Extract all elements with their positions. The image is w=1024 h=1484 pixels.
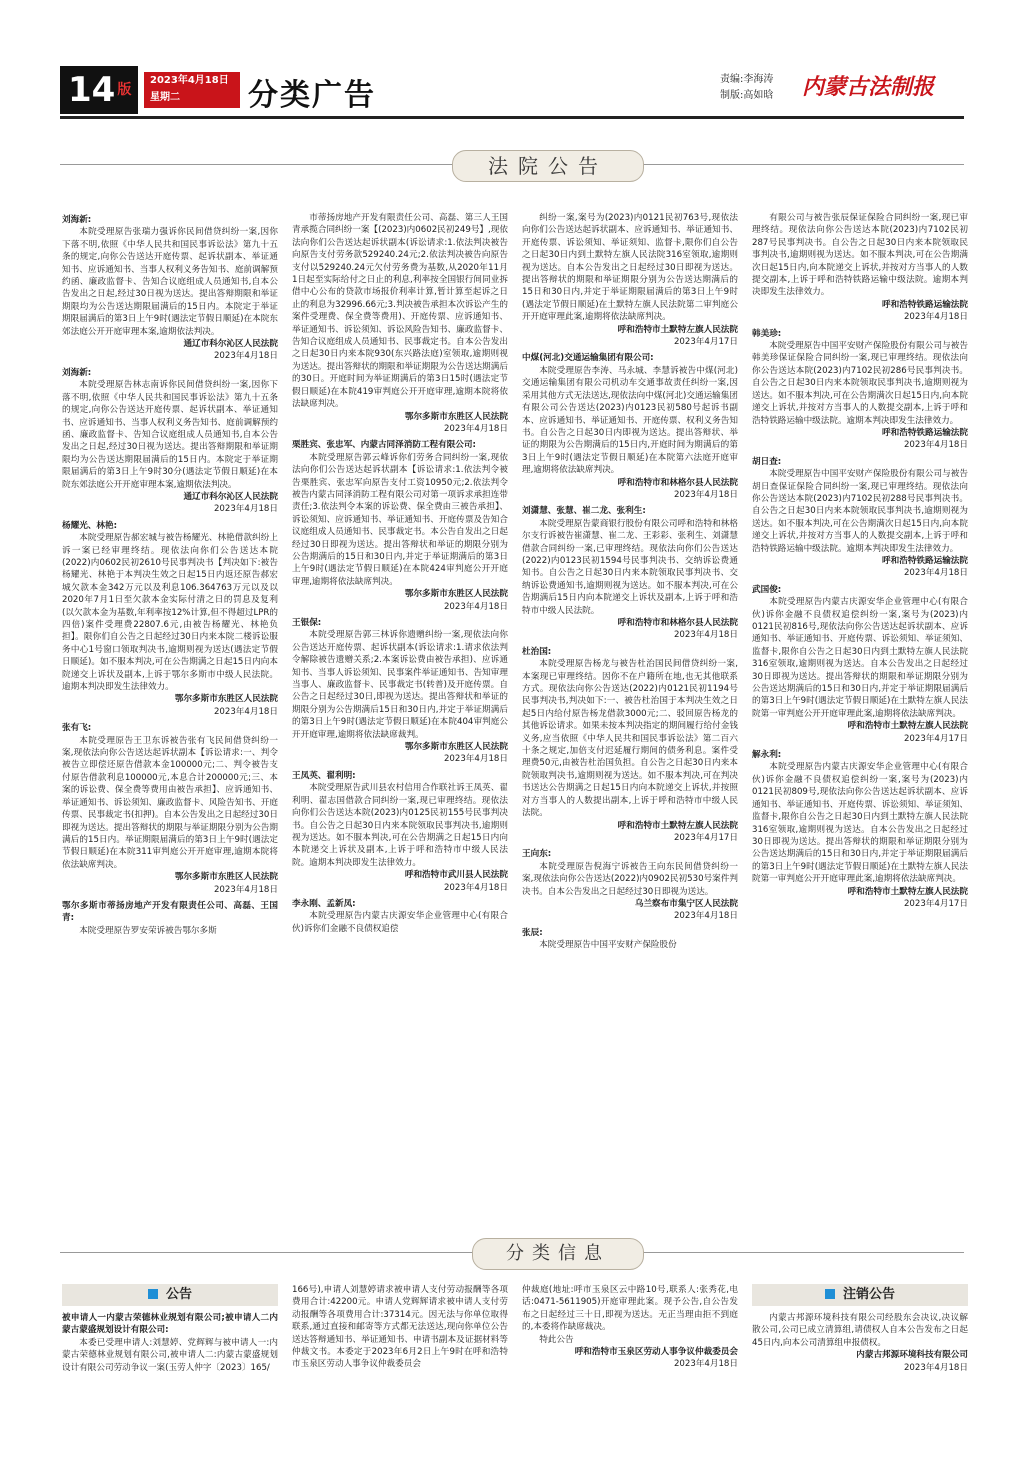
section-title: 分类广告 [248,78,376,113]
column-2 [292,212,508,1224]
notice-item [522,505,738,641]
announce-header: 公告 [62,1284,278,1306]
notice-addressee: 李永刚、孟新凤: [292,898,356,909]
notice-item [62,900,278,937]
notice-court: 乌兰察布市集宁区人民法院 [634,898,738,909]
notice-body: 本院受理原告中国平安财产保险股份 [539,940,677,951]
notice-body: 本院受理原告中国平安财产保险股份有限公司与被告韩美珍保证保险合同纠纷一案,现已审理终结。现依法向你公告送达本院(2023)内7102民初286号民事判决书。自公告之日起30日内来本院领取民事判决书,逾期则视为送达。如不服本判决,可在公告期满次日起15日内,向本院递交上诉状,并按对方当事人的人数提交副本,上诉于呼和浩特铁路运输中级法院。逾期本判决即发生法律效力。 [752,341,968,426]
notice-addressee: 王向东: [522,849,552,860]
notice-item [752,584,968,745]
notice-date: 2023年4月18日 [443,882,508,893]
notice-body: 本院受理原告杨龙与被告杜治国民间借贷纠纷一案,本案现已审理终结。因你不在户籍所在地,也无其他联系方式。现依法向你公告送达(2022)内0121民初1194号民事判决书,判决如下:一、被告杜治国于本判决生效之日起5日内给付原告杨龙借款3000元;二、驳回原告杨龙的其他诉讼请求。如果未按本判决指定的期间履行给付金钱义务,应当依照《中华人民共和国民事诉讼法》第二百六十条之规定,加倍支付迟延履行期间的债务利息。案件受理费50元,由被告杜治国负担。自公告之日起30日内来本院领取判决书,逾期则视为送达。如不服本判决,可在判决书送达公告期满之日起15日内向本院递交上诉状,并按照对方当事人的人数提出副本,上诉于呼和浩特市中级人民法院。 [522,659,738,819]
notice-court: 呼和浩特市土默特左旗人民法院 [847,886,968,897]
notice-court: 呼和浩特铁路运输法院 [882,555,968,566]
notice-body: 本院受理原告郝宏城与被告杨耀光、林艳借款纠纷上诉一案已经审理终结。现依法向你们公告送达本院(2022)内0602民初2610号民事判决书【判决如下:被告杨耀光、林艳于本判决生效之日起15日内返还原告郝宏城欠款本金342万元以及利息106.364763万元以及以2020年7月1日至欠款本金实际付清之日的罚息及复利(以欠款本金为基数,年利率按12%计算,但不得超过LPR的四倍)案件受理费22807.6元,由被告杨耀光、林艳负担】。限你们自公告之日起经过30日内来本院二楼诉讼服务中心1号窗口领取判决书,逾期则视为送达(遇法定节假日顺延)。如不服本判决,可在公告期满之日起15日内向本院递交上诉状及副本,上诉于鄂尔多斯市中级人民法院。逾期本判决即发生法律效力。 [62,533,278,693]
notice-addressee: 刘海新: [62,215,92,225]
notice-body: 本院受理原告李涛、马永城、李慧诉被告中煤(河北)交通运输集团有限公司机动车交通事故责任纠纷一案,因采用其他方式无法送达,现依法向中煤(河北)交通运输集团有限公司公告送达(2023)内0123民初580号起诉书副本、应诉通知书、举证通知书、开庭传票、权利义务告知书。自公告之日起30日内即视为送达。提出答辩状、举证的期限为公告期满后的15日内,开庭时间为期满后的第3日上午9时(遇法定节假日顺延)在本院第六法庭开庭审理,逾期将依法缺席判决。 [522,365,738,476]
notice-body: 本院受理原告内蒙古庆源安华企业管理中心(有限合伙)诉你金融不良债权追偿纠纷一案,案号为(2023)内0121民初809号,现依法向你公告送达起诉状副本、应诉通知书、举证通知书、开庭传票、诉讼须知、举证须知、监督卡,限你自公告之日起30日内到土默特左旗人民法院316室领取,逾期则视为送达。自本公告发出之日起经过30日即视为送达。提出答辩状的期限和举证期限分别为公告送达期满后的15日和30日内,并定于举证期限届满后的第3日上午9时(遇法定节假日顺延)在土默特左旗人民法院第一审判庭公开开庭审理此案,逾期将依法缺席判决。 [752,762,968,885]
notice-addressee: 杜治国: [522,646,552,657]
notice-item [292,439,508,613]
notice-date: 2023年4月18日 [673,489,738,500]
notice-body: 本院受理原告林志南诉你民间借贷纠纷一案,因你下落不明,依照《中华人民共和国民事诉讼法》第九十五条的规定,向你公告送达开庭传票、起诉状副本、举证通知书、应诉通知书、当事人权利义务告知书、庭前调解预约函、廉政监督卡、告知合议庭组成人员通知书,自本公告发出之日起,经过30日视为送达。提出答辩期限和举证期限均为公告送达期限届满后的15日内。本院定于举证期限届满后的第3日上午9时30分(遇法定节假日顺延)在本院东郊法庭公开开庭审理本案,逾期依法判决。 [62,380,278,490]
notice-addressee: 杨耀光、林艳: [62,520,117,531]
notice-date: 2023年4月18日 [213,884,278,895]
notice-date: 2023年4月18日 [903,568,968,579]
notice-addressee: 王凤英、翟利明: [292,770,356,781]
notice-item [522,927,738,952]
notice-addressee: 武国俊: [752,584,782,595]
notice-body: 本院受理原告郭三林诉你遗赠纠纷一案,现依法向你公告送达开庭传票、起诉状副本(诉讼请求:1.请求依法判令解除被告遗赠关系;2.本案诉讼费由被告承担)、应诉通知书、当事人诉讼须知、民事案件举证通知书、告知审理当事人、廉政监督卡、民事裁定书(转普)及开庭传票。自公告之日起经过30日,即视为送达。提出答辩状和举证的期限分别为公告期满后15日和30日内,并定于举证期满后的第3日上午9时(遇法定节假日顺延)在本院404审判庭公开开庭审理,逾期将依法缺席裁判。 [292,630,508,740]
notice-date: 2023年4月18日 [213,351,278,362]
cancel-header: 注销公告 [752,1284,968,1306]
notice-addressee: 解永利: [752,750,782,761]
column-1 [62,212,278,1224]
classified-column-4 [752,1284,968,1474]
announce-sign: 特此公告 [539,1334,574,1345]
banner-title: 法院公告 [452,150,644,182]
editor-credits: 责编:李海涛 制版:高如晗 [720,74,774,101]
notice-addressee: 中煤(河北)交通运输集团有限公司: [522,353,654,364]
notice-addressee: 栗胜宾、张忠军、内蒙古同泽消防工程有限公司: [292,440,476,451]
notice-item [62,214,278,363]
newspaper-logo: 内蒙古法制报 [802,74,935,100]
announce-body: 本委已受理申请人:刘慧婷、党辉辉与被申请人一:内蒙古荣德林业规划有限公司,被申请人二:内蒙古蒙盛规划设计有限公司劳动争议一案(玉劳人仲字〔2023〕165/ [62,1337,278,1373]
notice-court: 鄂尔多斯市东胜区人民法院 [404,411,508,422]
column-3 [522,212,738,1224]
notice-item [752,749,968,910]
notice-date: 2023年4月18日 [903,312,968,323]
notice-body: 本院受理原告张瑞力强诉你民间借贷纠纷一案,因你下落不明,依照《中华人民共和国民事诉讼法》第九十五条的规定,向你公告送达开庭传票、起诉状副本、举证通知书、应诉通知书、当事人权利义务告知书、庭前调解预约函、廉政监督卡、告知合议庭组成人员通知书,自本公告发出之日起,经过30日视为送达。提出答辩期限和举证期限均为公告送达期限届满后的15日内。本院定于举证期限届满后的第3日上午9时(遇法定节假日顺延)在本院东郊法庭公开开庭审理本案,逾期依法判决。 [62,227,278,337]
notice-date: 2023年4月17日 [903,898,968,909]
notice-date: 2023年4月18日 [903,440,968,451]
notice-court: 呼和浩特市武川县人民法院 [404,870,508,881]
notice-columns [62,212,968,1224]
notice-court: 呼和浩特市和林格尔县人民法院 [617,618,738,628]
classified-column-3 [522,1284,738,1474]
court-notice-banner [60,150,964,180]
notice-date: 2023年4月17日 [673,337,738,348]
notice-body: 本院受理原告蒙商银行股份有限公司呼和浩特和林格尔支行诉被告崔潇慧、崔二龙、王彩彩、张利生、刘潇慧借款合同纠纷一案,已审理终结。现依法向你们公告送达(2022)内0123民初1594号民事判决书、交纳诉讼费通知书。自公告之日起30日内来本院领取民事判决书、交纳诉讼费通知书,逾期则视为送达。如不服本判决,可在公告期满后15日内向本院递交上诉状及副本,上诉于呼和浩特市中级人民法院。 [522,518,738,616]
notice-item [62,367,278,516]
notice-addressee: 张辰: [522,927,543,938]
notice-addressee: 胡日查: [752,456,782,467]
column-4 [752,212,968,1224]
notice-item [522,646,738,845]
notice-body: 本院受理原告中国平安财产保险股份有限公司与被告胡日查保证保险合同纠纷一案,现已审理终结。现依法向你公告送达本院(2023)内7102民初288号民事判决书。自公告之日起30日内来本院领取民事判决书,逾期则视为送达。如不服本判决,可在公告期满次日起15日内,向本院递交上诉状,并按对方当事人的人数提交副本,上诉于呼和浩特铁路运输中级法院。逾期本判决即发生法律效力。 [752,469,968,554]
announce-body-cont: 166号),申请人刘慧婷请求被申请人支付劳动报酬等各项费用合计:42200元。申请人党辉辉请求被申请人支付劳动报酬等各项费用合计:37314元。因无法与你单位取得联系,通过直接和邮寄等方式都无法送达,现向你单位公告送达答辩通知书、举证通知书、申请书副本及证据材料等仲裁文书。本委定于2023年6月2日上午9时在呼和浩特市玉泉区劳动人事争议仲裁委员会 [292,1285,508,1370]
notice-court: 呼和浩特市和林格尔县人民法院 [617,477,738,488]
notice-item [752,212,968,324]
cancel-company: 内蒙古邦源环境科技有限公司 [856,1350,968,1361]
notice-item [62,520,278,719]
notice-date: 2023年4月18日 [443,754,508,765]
notice-body: 本院受理原告内蒙古庆源安华企业管理中心(有限合伙)诉你金融不良债权追偿纠纷一案,案号为(2023)内0121民初816号,现依法向你公告送达起诉状副本、应诉通知书、举证通知书、开庭传票、诉讼须知、举证须知、监督卡,限你自公告之日起30日内到土默特左旗人民法院316室领取,逾期则视为送达。自本公告发出之日起经过30日即视为送达。提出答辩状的期限和举证期限分别为公告送达期满后的15日和30日内,并定于举证期限届满后的第3日上午9时(遇法定节假日顺延)在土默特左旗人民法院第一审判庭公开开庭审理此案,逾期将依法缺席判决。 [752,597,968,719]
issue-date: 2023年4月18日 星期二 [144,72,240,108]
notice-court: 呼和浩特铁路运输法院 [882,427,968,438]
classified-banner [60,1238,964,1268]
notice-court: 呼和浩特市土默特左旗人民法院 [847,721,968,732]
notice-date: 2023年4月18日 [673,911,738,922]
notice-item [752,456,968,580]
page-header [60,66,964,119]
notice-court: 呼和浩特铁路运输法院 [882,299,968,310]
classified-column-1 [62,1284,278,1474]
notice-court: 通辽市科尔沁区人民法院 [183,339,278,350]
notice-date: 2023年4月17日 [903,733,968,744]
notice-body: 纠纷一案,案号为(2023)内0121民初763号,现依法向你们公告送达起诉状副本、应诉通知书、举证通知书、开庭传票、诉讼须知、举证须知、监督卡,限你们自公告之日起30日内到土默特左旗人民法院316室领取,逾期则视为送达。自本公告发出之日起经过30日即视为送达。提出答辩状的期限和举证期限分别为公告送达期满后的15日和30日内,并定于举证期限届满后的第3日上午9时(遇法定节假日顺延)在土默特左旗人民法院第二审判庭公开开庭审理此案,逾期将依法缺席判决。 [522,213,738,323]
notice-court: 呼和浩特市土默特左旗人民法院 [617,820,738,831]
notice-addressee: 韩美珍: [752,328,782,339]
notice-addressee: 刘潇慧、张慧、崔二龙、张利生: [522,506,646,517]
notice-court: 鄂尔多斯市东胜区人民法院 [174,872,278,883]
announce-issuer: 呼和浩特市玉泉区劳动人事争议仲裁委员会 [574,1347,738,1358]
notice-date: 2023年4月17日 [673,832,738,843]
cancel-body: 内蒙古邦源环境科技有限公司经股东会决议,决议解散公司,公司已成立清算组,请债权人自本公告发布之日起45日内,向本公司清算组申报债权。 [752,1313,968,1348]
square-icon [148,1289,158,1299]
notice-addressee: 刘海新: [62,367,92,378]
classified-column-2 [292,1284,508,1474]
notice-court: 鄂尔多斯市东胜区人民法院 [404,742,508,753]
notice-body: 本院受理原告武川县农村信用合作联社诉王凤英、翟利明、翟志国借款合同纠纷一案,现已审理终结。现依法向你们公告送达本院(2023)内0125民初155号民事判决书。自公告之日起30日内来本院领取民事判决书,逾期则视为送达。如不服本判决,可在公告期满之日起15日内向本院递交上诉状及副本,上诉于呼和浩特市中级人民法院。逾期本判决即发生法律效力。 [292,783,508,868]
notice-date: 2023年4月18日 [213,706,278,717]
classified-columns [62,1284,968,1474]
notice-body: 本院受理原告内蒙古庆源安华企业管理中心(有限合伙)诉你们金融不良债权追偿 [292,911,508,934]
notice-item [522,212,738,348]
notice-body: 本院受理原告王卫东诉被告张有飞民间借贷纠纷一案,现依法向你公告送达起诉状副本【诉讼请求:一、判令被告立即偿还原告借款本金100000元;二、判令被告支付原告借款利息100000元,本息合计200000元;三、本案的诉讼费、保全费等费用由被告承担】、应诉通知书、举证通知书、诉讼须知、廉政监督卡、风险告知书、开庭传票、民事裁定书(扣押)。自本公告发出之日起经过30日即视为送达。提出答辩状的期限与举证期限分别为公告期满后的15日内。举证期限届满后的第3日上午9时(遇法定节假日顺延)在本院311审判庭公开开庭审理,逾期本院将依法缺席判决。 [62,735,278,870]
notice-court: 通辽市科尔沁区人民法院 [183,491,278,502]
notice-court: 鄂尔多斯市东胜区人民法院 [404,589,508,600]
notice-court: 鄂尔多斯市东胜区人民法院 [174,694,278,705]
announce-body-end: 仲裁庭(地址:呼市玉泉区云中路10号,联系人:张秀花,电话:0471-5611905)开庭审理此案。现予公告,自公告发布之日起经过三十日,即视为送达。无正当理由拒不到庭的,本委将作缺席裁决。 [522,1285,738,1333]
notice-body: 本院受理原告罗安荣诉被告鄂尔多斯 [79,925,217,936]
notice-item [752,328,968,452]
notice-date: 2023年4月18日 [443,423,508,434]
announce-name: 被申请人一内蒙古荣德林业规划有限公司;被申请人二内蒙古蒙盛规划设计有限公司: [62,1313,278,1336]
notice-item [522,848,738,922]
notice-body: 市蒂扬房地产开发有限责任公司、高磊、第三人王国青承揽合同纠纷一案【(2023)内0602民初249号】,现依法向你们公告送达起诉状副本(诉讼请求:1.依法判决被告向原告支付劳务款529240.24元;2.依法判决被告向原告支付以529240.24元欠付劳务费为基数,从2020年11月1日起至实际给付之日止的利息,利率按全国银行间同业拆借中心公布的贷款市场报价利率计算,暂计算至起诉之日止的利息为32996.66元;3.判决被告承担本次诉讼产生的案件受理费、保全费等费用)、开庭传票、应诉通知书、举证通知书、诉讼须知、诉讼风险告知书、廉政监督卡、告知合议庭组成人员通知书、民事裁定书。自本公告发出之日起30日内来本院930(东兴路法庭)室领取,逾期则视为送达。提出答辩状的期限和举证期限为公告送达期满后的30日。开庭时间为举证期满后的第3日15时(遇法定节假日顺延)在本院419审判庭公开开庭审理,逾期本院将依法缺席判决。 [292,213,508,410]
classified-title: 分类信息 [472,1238,644,1270]
notice-body: 本院受理原告郭云峰诉你们劳务合同纠纷一案,现依法向你们公告送达起诉状副本【诉讼请求:1.依法判令被告栗胜宾、张忠军向原告支付工资10950元;2.依法判令被告内蒙古同泽消防工程有限公司对第一项诉求承担连带责任;3.依法判令本案的诉讼费、保全费由三被告承担】、诉讼须知、应诉通知书、举证通知书、开庭传票及告知合议庭组成人员通知书、民事裁定书。本公告自发出之日起经过30日即视为送达。提出答辩状和举证的期限分别为公告期满后的15日和30日内,并定于举证期满后的第3日上午9时(遇法定节假日顺延)在本院424审判庭公开开庭审理,逾期将依法缺席判决。 [292,452,508,587]
page-number: 14 $^版$ [60,66,138,114]
notice-date: 2023年4月18日 [673,630,738,641]
notice-court: 呼和浩特市土默特左旗人民法院 [617,324,738,335]
notice-item [292,617,508,766]
notice-item [292,898,508,935]
notice-addressee: 张有飞: [62,723,92,734]
cancel-date: 2023年4月18日 [903,1362,968,1373]
notice-item [292,212,508,435]
notice-body: 有限公司与被告张辰保证保险合同纠纷一案,现已审理终结。现依法向你公告送达本院(2023)内7102民初287号民事判决书。自公告之日起30日内来本院领取民事判决书,逾期则视为送达。如不服本判决,可在公告期满次日起15日内,向本院递交上诉状,并按对方当事人的人数提交副本,上诉于呼和浩特铁路运输中级法院。逾期本判决即发生法律效力。 [752,213,968,298]
notice-item [292,770,508,894]
notice-date: 2023年4月18日 [213,504,278,515]
announce-date: 2023年4月18日 [673,1359,738,1370]
notice-addressee: 鄂尔多斯市蒂扬房地产开发有限责任公司、高磊、王国青: [62,900,278,924]
notice-addressee: 王银保: [292,618,322,628]
notice-body: 本院受理原告倪海宁诉被告王向东民间借贷纠纷一案,现依法向你公告送达(2022)内0902民初530号案件判决书。自本公告发出之日起经过30日即视为送达。 [522,861,738,897]
square-icon [825,1289,835,1299]
notice-date: 2023年4月18日 [443,601,508,612]
notice-item [62,722,278,896]
notice-item [522,352,738,501]
